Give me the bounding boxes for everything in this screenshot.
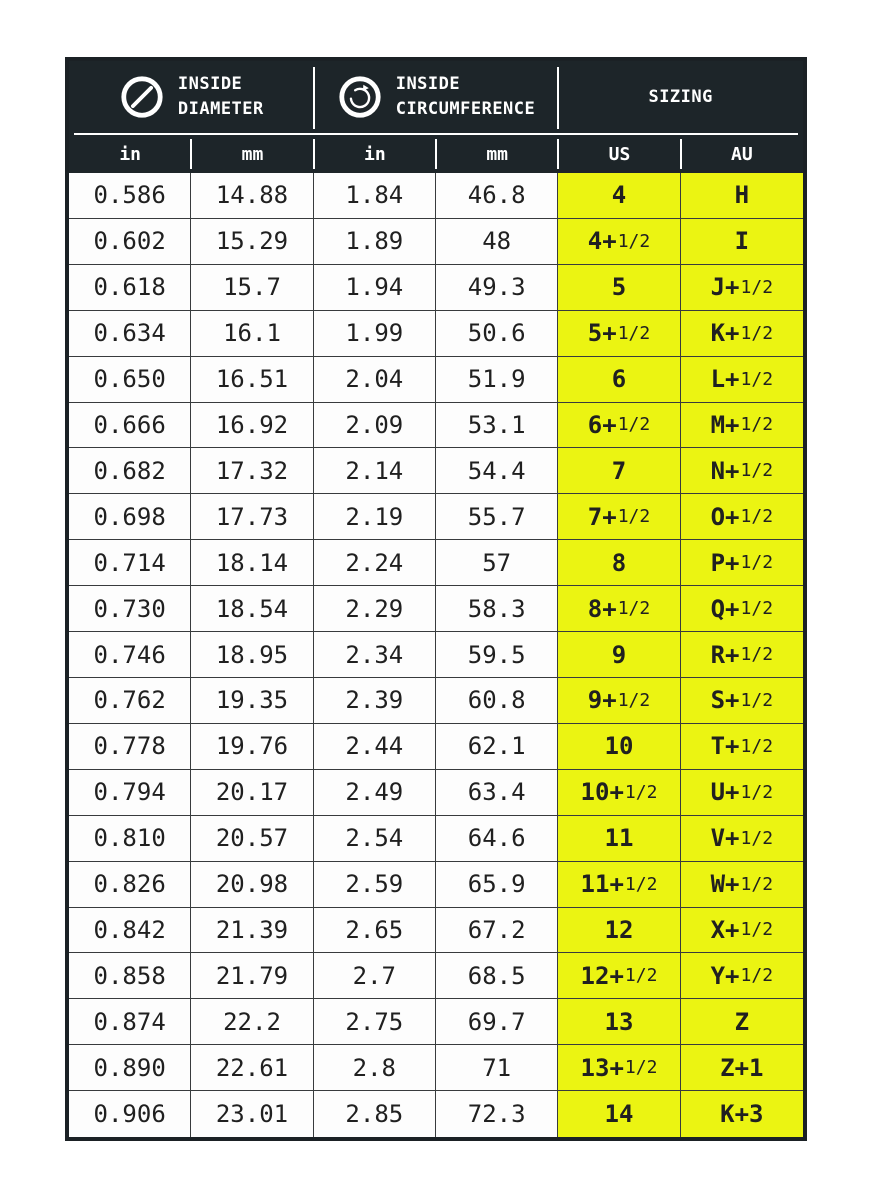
- cell-diameter-mm: 23.01: [191, 1091, 313, 1137]
- cell-diameter-mm: 20.98: [191, 862, 313, 908]
- cell-diameter-in: 0.666: [69, 403, 191, 449]
- cell-diameter-in: 0.826: [69, 862, 191, 908]
- cell-size-us: 10: [558, 724, 680, 770]
- cell-diameter-in: 0.682: [69, 448, 191, 494]
- cell-circumference-mm: 67.2: [436, 908, 558, 954]
- table-row: [69, 1045, 803, 1091]
- cell-size-us: [558, 678, 680, 724]
- cell-circumference-mm: 57: [436, 540, 558, 586]
- cell-size-us: 7: [558, 448, 680, 494]
- cell-diameter-in: 0.762: [69, 678, 191, 724]
- column-header-us: US: [558, 135, 680, 173]
- cell-circumference-in: 1.94: [314, 265, 436, 311]
- table-row: [69, 265, 803, 311]
- cell-size-us: [558, 770, 680, 816]
- size-main: 8+: [587, 594, 617, 623]
- column-header-row: [69, 135, 803, 173]
- cell-circumference-in: 2.19: [314, 494, 436, 540]
- cell-size-au: [681, 724, 803, 770]
- cell-size-us: [558, 311, 680, 357]
- cell-circumference-mm: 62.1: [436, 724, 558, 770]
- size-main: V+: [710, 824, 740, 853]
- cell-diameter-mm: 20.57: [191, 816, 313, 862]
- cell-size-us: 12: [558, 908, 680, 954]
- size-fraction: 1/2: [624, 873, 658, 895]
- cell-size-us: [558, 586, 680, 632]
- table-row: [69, 632, 803, 678]
- table-row: [69, 770, 803, 816]
- cell-size-au: [681, 311, 803, 357]
- size-main: N+: [710, 456, 740, 485]
- table-header: [69, 61, 803, 173]
- size-main: 7+: [587, 502, 617, 531]
- column-header-diameter-mm: mm: [191, 135, 313, 173]
- cell-circumference-in: 2.14: [314, 448, 436, 494]
- cell-circumference-mm: 55.7: [436, 494, 558, 540]
- cell-diameter-in: 0.698: [69, 494, 191, 540]
- size-fraction: 1/2: [624, 965, 658, 987]
- cell-circumference-mm: 50.6: [436, 311, 558, 357]
- size-fraction: 1/2: [740, 368, 774, 390]
- cell-size-au: [681, 494, 803, 540]
- size-fraction: 1/2: [740, 919, 774, 941]
- cell-diameter-in: 0.778: [69, 724, 191, 770]
- size-main: 5+: [587, 319, 617, 348]
- cell-diameter-in: 0.874: [69, 999, 191, 1045]
- cell-size-us: 13: [558, 999, 680, 1045]
- cell-size-au: [681, 403, 803, 449]
- table-row: [69, 448, 803, 494]
- column-group-inside-circumference: [314, 61, 559, 133]
- cell-diameter-in: 0.602: [69, 219, 191, 265]
- group-label-line1: INSIDE: [177, 74, 243, 95]
- size-fraction: 1/2: [740, 322, 774, 344]
- ring-size-table: [65, 57, 807, 1141]
- size-fraction: 1/2: [740, 414, 774, 436]
- size-fraction: 1/2: [740, 689, 774, 711]
- cell-size-au: [681, 265, 803, 311]
- cell-circumference-mm: 64.6: [436, 816, 558, 862]
- table-row: [69, 311, 803, 357]
- cell-size-us: [558, 1045, 680, 1091]
- cell-diameter-mm: 15.29: [191, 219, 313, 265]
- size-fraction: 1/2: [740, 965, 774, 987]
- cell-circumference-mm: 51.9: [436, 357, 558, 403]
- size-fraction: 1/2: [617, 414, 651, 436]
- cell-diameter-in: 0.714: [69, 540, 191, 586]
- table-row: [69, 953, 803, 999]
- cell-circumference-in: 2.65: [314, 908, 436, 954]
- size-fraction: 1/2: [617, 230, 651, 252]
- size-fraction: 1/2: [617, 689, 651, 711]
- size-main: S+: [710, 686, 740, 715]
- table-body: [69, 173, 803, 1137]
- cell-size-us: 8: [558, 540, 680, 586]
- table-row: [69, 908, 803, 954]
- cell-size-au: [681, 678, 803, 724]
- group-label-sizing: SIZING: [648, 87, 713, 107]
- diameter-icon: [119, 74, 165, 120]
- cell-diameter-in: 0.650: [69, 357, 191, 403]
- cell-circumference-in: 2.85: [314, 1091, 436, 1137]
- size-main: W+: [710, 870, 740, 899]
- cell-size-au: Z: [681, 999, 803, 1045]
- cell-size-au: [681, 586, 803, 632]
- cell-diameter-mm: 16.1: [191, 311, 313, 357]
- cell-circumference-in: 2.34: [314, 632, 436, 678]
- group-label-line2: CIRCUMFERENCE: [395, 99, 536, 119]
- size-fraction: 1/2: [740, 644, 774, 666]
- cell-diameter-mm: 17.32: [191, 448, 313, 494]
- cell-diameter-mm: 17.73: [191, 494, 313, 540]
- column-header-circumference-in: in: [314, 135, 436, 173]
- column-header-au: AU: [730, 143, 753, 165]
- cell-circumference-mm: 53.1: [436, 403, 558, 449]
- cell-diameter-in: 0.890: [69, 1045, 191, 1091]
- size-main: 10+: [580, 778, 624, 807]
- size-main: O+: [710, 502, 740, 531]
- cell-size-us: 5: [558, 265, 680, 311]
- cell-diameter-mm: 14.88: [191, 173, 313, 219]
- cell-diameter-mm: 21.79: [191, 953, 313, 999]
- cell-diameter-in: 0.634: [69, 311, 191, 357]
- group-label-line2: DIAMETER: [177, 99, 264, 119]
- size-main: M+: [710, 410, 740, 439]
- cell-diameter-mm: 18.95: [191, 632, 313, 678]
- group-label-line1: INSIDE: [395, 74, 461, 95]
- size-main: R+: [710, 640, 740, 669]
- cell-diameter-in: 0.730: [69, 586, 191, 632]
- cell-circumference-mm: 48: [436, 219, 558, 265]
- table-row: [69, 494, 803, 540]
- column-header-diameter-in: in: [69, 135, 191, 173]
- size-main: 6+: [587, 410, 617, 439]
- cell-size-au: [681, 632, 803, 678]
- cell-circumference-mm: 46.8: [436, 173, 558, 219]
- cell-circumference-mm: 71: [436, 1045, 558, 1091]
- cell-circumference-in: 2.75: [314, 999, 436, 1045]
- cell-circumference-in: 1.89: [314, 219, 436, 265]
- table-row: [69, 862, 803, 908]
- cell-circumference-in: 2.29: [314, 586, 436, 632]
- size-fraction: 1/2: [617, 506, 651, 528]
- cell-size-au: Z+1: [681, 1045, 803, 1091]
- cell-circumference-mm: 54.4: [436, 448, 558, 494]
- cell-circumference-in: 2.44: [314, 724, 436, 770]
- cell-diameter-mm: 18.14: [191, 540, 313, 586]
- size-main: L+: [710, 365, 740, 394]
- size-main: 4+: [587, 227, 617, 256]
- size-fraction: 1/2: [740, 460, 774, 482]
- cell-diameter-mm: 22.2: [191, 999, 313, 1045]
- cell-circumference-mm: 58.3: [436, 586, 558, 632]
- cell-diameter-in: 0.746: [69, 632, 191, 678]
- size-main: T+: [710, 732, 740, 761]
- size-fraction: 1/2: [740, 781, 774, 803]
- cell-size-au: H: [681, 173, 803, 219]
- table-row: [69, 357, 803, 403]
- cell-circumference-in: 2.54: [314, 816, 436, 862]
- group-label: [178, 72, 264, 121]
- cell-circumference-in: 1.99: [314, 311, 436, 357]
- table-row: [69, 586, 803, 632]
- size-main: 13+: [580, 1053, 624, 1082]
- cell-size-au: [681, 770, 803, 816]
- cell-circumference-mm: 60.8: [436, 678, 558, 724]
- cell-diameter-mm: 18.54: [191, 586, 313, 632]
- cell-size-au: K+3: [681, 1091, 803, 1137]
- size-main: 11+: [580, 870, 624, 899]
- cell-size-us: 14: [558, 1091, 680, 1137]
- cell-circumference-mm: 49.3: [436, 265, 558, 311]
- size-fraction: 1/2: [617, 598, 651, 620]
- cell-size-us: [558, 862, 680, 908]
- size-fraction: 1/2: [740, 827, 774, 849]
- size-fraction: 1/2: [740, 506, 774, 528]
- cell-diameter-mm: 21.39: [191, 908, 313, 954]
- size-main: 9+: [587, 686, 617, 715]
- cell-size-au: [681, 908, 803, 954]
- cell-diameter-mm: 16.92: [191, 403, 313, 449]
- cell-size-au: [681, 816, 803, 862]
- cell-circumference-mm: 63.4: [436, 770, 558, 816]
- cell-diameter-in: 0.842: [69, 908, 191, 954]
- cell-circumference-in: 2.49: [314, 770, 436, 816]
- column-group-inside-diameter: [69, 61, 314, 133]
- cell-circumference-in: 2.39: [314, 678, 436, 724]
- table-row: [69, 678, 803, 724]
- table-row: [69, 816, 803, 862]
- cell-diameter-mm: 22.61: [191, 1045, 313, 1091]
- circumference-icon: [337, 74, 383, 120]
- size-fraction: 1/2: [740, 552, 774, 574]
- cell-diameter-in: 0.810: [69, 816, 191, 862]
- cell-circumference-in: 2.7: [314, 953, 436, 999]
- size-fraction: 1/2: [740, 276, 774, 298]
- cell-diameter-mm: 15.7: [191, 265, 313, 311]
- table-row: [69, 540, 803, 586]
- cell-diameter-in: 0.858: [69, 953, 191, 999]
- table-row: [69, 999, 803, 1045]
- column-group-sizing: [558, 61, 803, 133]
- size-main: X+: [710, 915, 740, 944]
- cell-size-us: 4: [558, 173, 680, 219]
- cell-size-au: [681, 357, 803, 403]
- cell-diameter-mm: 16.51: [191, 357, 313, 403]
- cell-size-au: [681, 540, 803, 586]
- size-main: Y+: [710, 961, 740, 990]
- table-row: [69, 724, 803, 770]
- cell-diameter-in: 0.586: [69, 173, 191, 219]
- cell-diameter-mm: 19.35: [191, 678, 313, 724]
- size-main: P+: [710, 548, 740, 577]
- cell-circumference-in: 2.59: [314, 862, 436, 908]
- table-row: [69, 1091, 803, 1137]
- cell-size-us: [558, 403, 680, 449]
- cell-diameter-in: 0.906: [69, 1091, 191, 1137]
- column-group-row: [69, 61, 803, 133]
- size-fraction: 1/2: [624, 781, 658, 803]
- cell-size-us: [558, 494, 680, 540]
- cell-circumference-mm: 69.7: [436, 999, 558, 1045]
- cell-circumference-in: 2.24: [314, 540, 436, 586]
- cell-diameter-in: 0.794: [69, 770, 191, 816]
- size-main: K+: [710, 319, 740, 348]
- cell-circumference-mm: 59.5: [436, 632, 558, 678]
- cell-size-us: 9: [558, 632, 680, 678]
- cell-size-au: I: [681, 219, 803, 265]
- table-row: [69, 403, 803, 449]
- size-main: 12+: [580, 961, 624, 990]
- cell-circumference-mm: 68.5: [436, 953, 558, 999]
- cell-diameter-in: 0.618: [69, 265, 191, 311]
- cell-circumference-in: 2.09: [314, 403, 436, 449]
- size-main: U+: [710, 778, 740, 807]
- cell-size-au: [681, 953, 803, 999]
- cell-circumference-in: 1.84: [314, 173, 436, 219]
- group-label: [396, 72, 536, 121]
- cell-diameter-mm: 19.76: [191, 724, 313, 770]
- size-main: J+: [710, 273, 740, 302]
- table-row: [69, 219, 803, 265]
- cell-size-au: [681, 862, 803, 908]
- size-fraction: 1/2: [624, 1057, 658, 1079]
- cell-size-us: 11: [558, 816, 680, 862]
- cell-size-us: [558, 219, 680, 265]
- size-main: Q+: [710, 594, 740, 623]
- cell-size-au: [681, 448, 803, 494]
- cell-size-us: 6: [558, 357, 680, 403]
- size-fraction: 1/2: [740, 873, 774, 895]
- cell-diameter-mm: 20.17: [191, 770, 313, 816]
- cell-size-us: [558, 953, 680, 999]
- cell-circumference-in: 2.04: [314, 357, 436, 403]
- size-fraction: 1/2: [740, 735, 774, 757]
- table-row: [69, 173, 803, 219]
- column-header-circumference-mm: mm: [436, 135, 558, 173]
- cell-circumference-mm: 65.9: [436, 862, 558, 908]
- size-fraction: 1/2: [740, 598, 774, 620]
- cell-circumference-mm: 72.3: [436, 1091, 558, 1137]
- size-fraction: 1/2: [617, 322, 651, 344]
- cell-circumference-in: 2.8: [314, 1045, 436, 1091]
